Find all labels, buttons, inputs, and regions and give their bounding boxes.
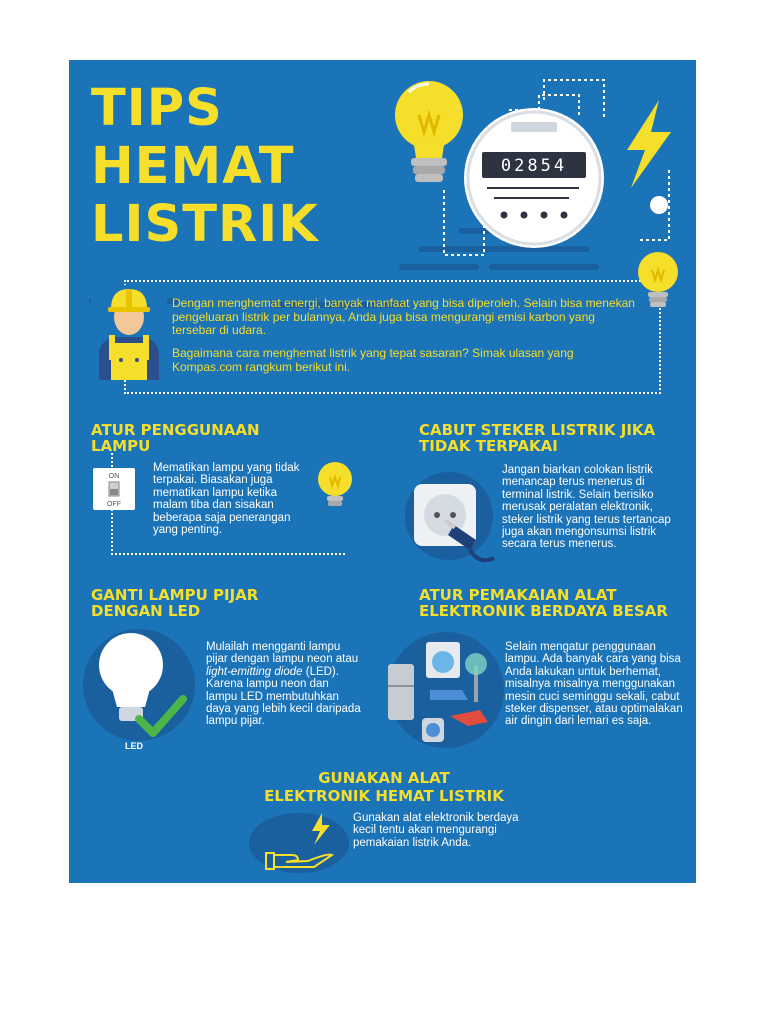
- section-hemat-heading-1: GUNAKAN ALAT: [318, 769, 450, 787]
- worker-avatar-icon: [91, 285, 167, 380]
- led-body-part-1: Mulailah mengganti lampu pijar dengan lampu neon atau: [206, 641, 359, 666]
- plug-socket-icon: [404, 470, 499, 562]
- section-hemat-heading-2: ELEKTRONIK HEMAT LISTRIK: [264, 787, 504, 805]
- infographic-poster: [69, 60, 696, 883]
- section-lampu-heading: ATUR PENGGUNAAN LAMPU: [91, 421, 260, 455]
- intro-paragraph-2: Bagaimana cara menghemat listrik yang tepat sasaran? Simak ulasan yang Kompas.com rangkum berikut ini.: [172, 346, 574, 374]
- appliances-icon: [384, 628, 502, 753]
- section-hemat-body: Gunakan alat elektronik berdaya kecil tentu akan mengurangi pemakaian listrik Anda.: [353, 812, 519, 849]
- section-led-heading: GANTI LAMPU PIJAR DENGAN LED: [91, 586, 259, 620]
- title-line-1: TIPS: [91, 79, 223, 138]
- meter-reading: 02854: [500, 156, 568, 176]
- section-daya-besar-heading: ATUR PEMAKAIAN ALAT ELEKTRONIK BERDAYA BESAR: [419, 586, 668, 620]
- led-body-part-2: (LED). Karena lampu neon dan lampu LED membutuhkan daya yang lebih kecil daripada lampu pijar.: [206, 665, 361, 728]
- led-bulb-icon: [79, 625, 209, 751]
- small-bulb-icon: [634, 250, 682, 314]
- light-switch-icon: [93, 468, 135, 510]
- switch-off-label: OFF: [107, 501, 121, 508]
- electric-meter-illustration: [369, 70, 689, 280]
- section-steker-heading: CABUT STEKER LISTRIK JIKA TIDAK TERPAKAI: [419, 421, 656, 455]
- section-led-body: [206, 641, 361, 728]
- switch-on-label: ON: [108, 473, 120, 480]
- led-body-italic: light-emitting diode: [206, 665, 303, 678]
- led-bulb-label: LED: [125, 741, 143, 751]
- intro-paragraph-1: Dengan menghemat energi, banyak manfaat yang bisa diperoleh. Selain bisa menekan pengeluaran listrik per bulannya, Anda juga bisa mengurangi emisi karbon yang tersebar di udara.: [172, 296, 635, 337]
- lamp-bulb-icon: [317, 460, 357, 516]
- section-steker-body: Jangan biarkan colokan listrik menancap terus menerus di terminal listrik. Selain berisiko merusak peralatan elektronik, steker listrik yang terus tertancap juga akan mengonsumsi listrik secara terus menerus.: [502, 464, 671, 551]
- title-line-3: LISTRIK: [91, 195, 319, 254]
- section-daya-besar-body: Selain mengatur penggunaan lampu. Ada banyak cara yang bisa Anda lakukan untuk berhemat, misalnya misalnya menggunakan mesin cuci seminggu sekali, cabut steker dispenser, atau optimalakan air dingin dari lemari es saja.: [505, 641, 683, 728]
- energy-hand-icon: [244, 805, 349, 875]
- title-line-2: HEMAT: [91, 137, 295, 196]
- section-lampu-body: Mematikan lampu yang tidak terpakai. Biasakan juga mematikan lampu ketika malam tiba dan sisakan beberapa saja penerangan yang penting.: [153, 462, 300, 537]
